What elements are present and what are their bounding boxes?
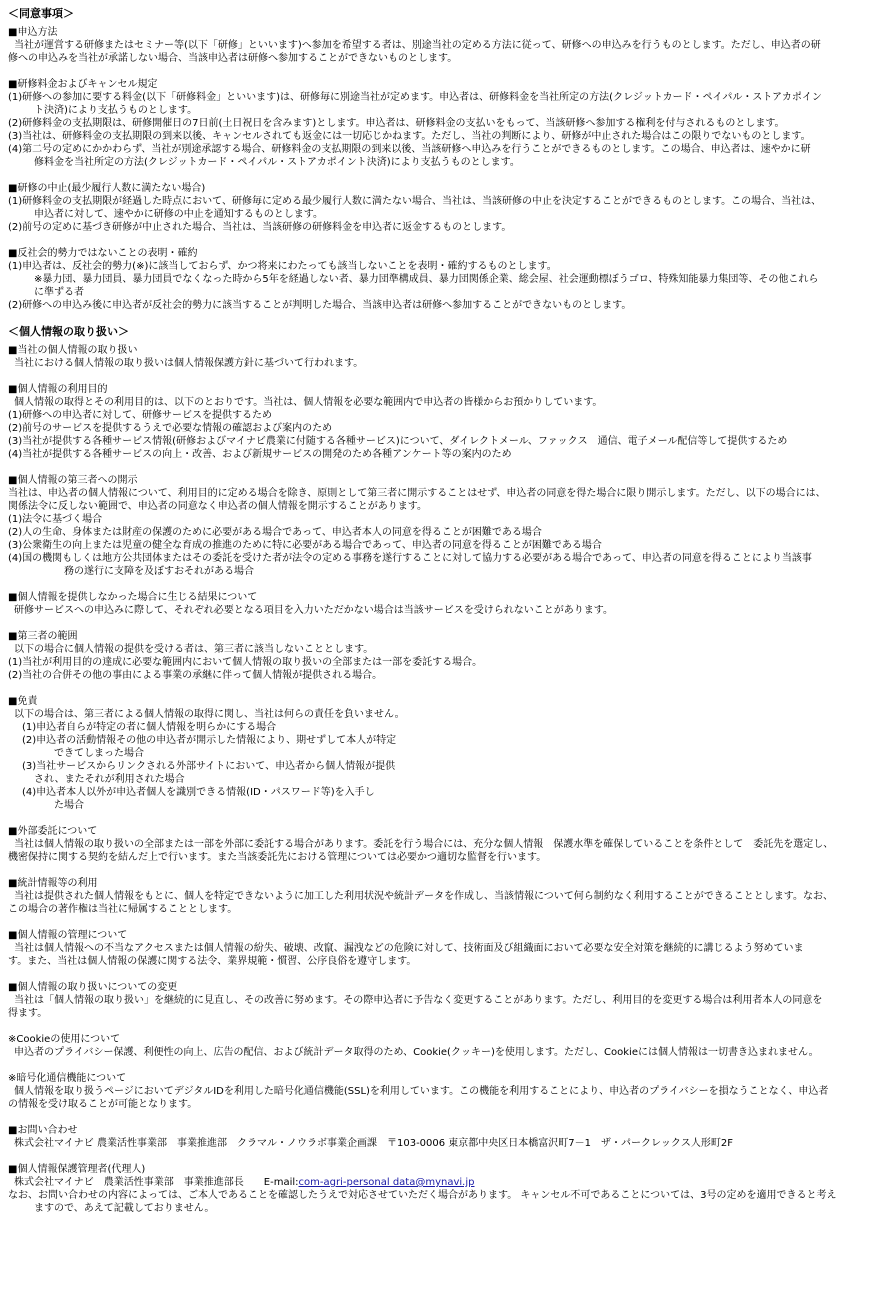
section	[8, 344, 882, 370]
section-title: ■統計情報等の利用	[8, 878, 98, 889]
section	[8, 929, 882, 968]
section-text: ますので、あえて記載しておりません。	[34, 1203, 215, 1214]
section-text: 申込者のプライバシー保護、利便性の向上、広告の配信、および統計データ取得のため、Cookie(クッキー)を使用します。ただし、Cookieには個人情報は一切書き込まれません。	[14, 1047, 819, 1058]
section-text: 修料金を当社所定の方法(クレジットカード・ペイパル・ストアカポイント決済)により支払うものとします。	[34, 157, 520, 168]
section-text: 関係法令に反しない範囲で、申込者の同意なく申込者の個人情報を開示することがあります。	[8, 501, 427, 512]
section-text: この場合の著作権は当社に帰属することとします。	[8, 904, 238, 915]
section-text: 当社は、申込者の個人情報について、利用目的に定める場合を除き、原則として第三者に開示することはせず、申込者の同意を得た場合に限り開示します。ただし、以下の場合には、	[8, 488, 826, 499]
manager-contact-line	[8, 1176, 882, 1189]
section-title: ■お問い合わせ	[8, 1125, 78, 1136]
section-text: 務の遂行に支障を及ぼすおそれがある場合	[64, 566, 254, 577]
section-text: (2)前号のサービスを提供するうえで必要な情報の確認および案内のため	[8, 423, 333, 434]
section-text: (1)当社が利用目的の達成に必要な範囲内において個人情報の取り扱いの全部または一部を委託する場合。	[8, 657, 483, 668]
section	[8, 1124, 882, 1150]
section-text: 株式会社マイナビ 農業活性事業部 事業推進部 クラマル・ノウラボ事業企画課 〒103-0006 東京都中央区日本橋富沢町7－1 ザ・パークレックス人形町2F	[14, 1138, 733, 1149]
section-text: (1)研修料金の支払期限が経過した時点において、研修毎に定める最少履行人数に満たない場合、当社は、当該研修の中止を決定することができるものとします。この場合、当社は、	[8, 196, 822, 207]
section-text: (3)当社が提供する各種サービス情報(研修およびマイナビ農業に付随する各種サービス)について、ダイレクトメール、ファックス 通信、電子メール配信等して提供するため	[8, 436, 788, 447]
section-title: ■個人情報保護管理者(代理人)	[8, 1164, 146, 1175]
section-text: 研修サービスへの申込みに際して、それぞれ必要となる項目を入力いただかない場合は当該サービスを受けられないことがあります。	[14, 605, 613, 616]
section-text: 個人情報の取得とその利用目的は、以下のとおりです。当社は、個人情報を必要な範囲内で申込者の皆様からお預かりしています。	[14, 397, 603, 408]
section	[8, 247, 882, 312]
section-text: 機密保持に関する契約を結んだ上で行います。また当該委託先における管理については必要かつ適切な監督を行います。	[8, 852, 547, 863]
section-text: 当社は「個人情報の取り扱い」を継続的に見直し、その改善に努めます。その際申込者に予告なく変更することがあります。ただし、利用目的を変更する場合は利用者本人の同意を	[14, 995, 823, 1006]
section	[8, 695, 882, 812]
section-title: ■反社会的勢力ではないことの表明・確約	[8, 248, 198, 259]
section-text: 当社は個人情報への不当なアクセスまたは個人情報の紛失、破壊、改竄、漏洩などの危険に対して、技術面及び組織面において必要な安全対策を継続的に講じるよう努めていま	[14, 943, 804, 954]
section	[8, 825, 882, 864]
section-text: 以下の場合は、第三者による個人情報の取得に関し、当社は何らの責任を負いません。	[14, 709, 405, 720]
section-text: できてしまった場合	[54, 748, 144, 759]
section-title: ■当社の個人情報の取り扱い	[8, 345, 138, 356]
privacy-sections	[8, 344, 882, 1150]
manager-contact-text: 株式会社マイナビ 農業活性事業部 事業推進部長 E-mail:	[14, 1177, 299, 1188]
section-text: ※暴力団、暴力団員、暴力団員でなくなった時から5年を経過しない者、暴力団準構成員、暴力団関係企業、総会屋、社会運動標ぼうゴロ、特殊知能暴力集団等、その他これら	[34, 274, 819, 285]
email-link[interactable]: com-agri-personal data@mynavi.jp	[298, 1177, 475, 1188]
section-text: (2)前号の定めに基づき研修が中止された場合、当社は、当該研修の研修料金を申込者に返金するものとします。	[8, 222, 512, 233]
section-title: ■第三者の範囲	[8, 631, 78, 642]
section-text: 当社が運営する研修またはセミナー等(以下「研修」といいます)へ参加を希望する者は、別途当社の定める方法に従って、研修への申込みを行うものとします。ただし、申込者の研	[14, 40, 821, 51]
section-text: (2)研修料金の支払期限は、研修開催日の7日前(土日祝日を含みます)とします。申込者は、研修料金の支払いをもって、当該研修へ参加する権利を付与されるものとします。	[8, 118, 785, 129]
section-title: ※Cookieの使用について	[8, 1034, 121, 1045]
section-text: (2)申込者の活動情報その他の申込者が開示した情報により、期せずして本人が特定	[22, 735, 397, 746]
section-title: ■研修の中止(最少履行人数に満たない場合)	[8, 183, 206, 194]
section-text: 得ます。	[8, 1008, 48, 1019]
section	[8, 383, 882, 461]
section-text: (1)研修への参加に要する料金(以下「研修料金」といいます)は、研修毎に別途当社が定めます。申込者は、研修料金を当社所定の方法(クレジットカード・ペイパル・ストアカポイン	[8, 92, 822, 103]
section-text: 当社における個人情報の取り扱いは個人情報保護方針に基づいて行われます。	[14, 358, 364, 369]
section-text: なお、お問い合わせの内容によっては、ご本人であることを確認したうえで対応させていただく場合があります。 キャンセル不可であることについては、3号の定めを適用できると考え	[8, 1190, 837, 1201]
section-text: 以下の場合に個人情報の提供を受ける者は、第三者に該当しないこととします。	[14, 644, 374, 655]
section-text: (4)第二号の定めにかかわらず、当社が別途承認する場合、研修料金の支払期限の到来以後、当該研修へ申込みを行うことができるものとします。この場合、申込者は、速やかに研	[8, 144, 811, 155]
document	[8, 7, 882, 1215]
heading-agreement: ＜同意事項＞	[8, 7, 74, 20]
section	[8, 1033, 882, 1059]
section-text: 当社は個人情報の取り扱いの全部または一部を外部に委託する場合があります。委託を行う場合には、充分な個人情報 保護水準を確保していることを条件として 委託先を選定し、	[14, 839, 834, 850]
section	[8, 78, 882, 169]
section	[8, 182, 882, 234]
section	[8, 26, 882, 65]
section-text: 個人情報を取り扱うページにおいてデジタルIDを利用した暗号化通信機能(SSL)を利用しています。この機能を利用することにより、申込者のプライバシーを損なうことなく、申込者	[14, 1086, 829, 1097]
section-text: (4)当社が提供する各種サービスの向上・改善、および新規サービスの開発のため各種アンケート等の案内のため	[8, 449, 512, 460]
section-text: 申込者に対して、速やかに研修の中止を通知するものとします。	[34, 209, 323, 220]
agreement-sections	[8, 26, 882, 312]
section-text: 修への申込みを当社が承諾しない場合、当該申込者は研修へ参加することができないものとします。	[8, 53, 458, 64]
section-privacy-manager	[8, 1163, 882, 1215]
section-title: ※暗号化通信機能について	[8, 1073, 127, 1084]
section	[8, 981, 882, 1020]
section-title: ■個人情報の取り扱いについての変更	[8, 982, 178, 993]
section-text: に準ずる者	[34, 287, 84, 298]
section-text: (4)国の機関もしくは地方公共団体またはその委託を受けた者が法令の定める事務を遂行することに対して協力する必要がある場合であって、申込者の同意を得ることにより当該事	[8, 553, 812, 564]
section-text: の情報を受け取ることが可能となります。	[8, 1099, 198, 1110]
section-text: され、またそれが利用された場合	[34, 774, 185, 785]
section	[8, 474, 882, 578]
section-title: ■外部委託について	[8, 826, 98, 837]
section-text: (2)研修への申込み後に申込者が反社会的勢力に該当することが判明した場合、当該申込者は研修へ参加することができないものとします。	[8, 300, 632, 311]
section-title: ■個人情報の第三者への開示	[8, 475, 138, 486]
section-text: 当社は提供された個人情報をもとに、個人を特定できないように加工した利用状況や統計データを作成し、当該情報について何ら制約なく利用することができることとします。なお、	[14, 891, 833, 902]
section-text: す。また、当社は個人情報の保護に関する法令、業界規範・慣習、公序良俗を遵守します。	[8, 956, 417, 967]
section-text: (3)当社は、研修料金の支払期限の到来以後、キャンセルされても返金には一切応じかねます。ただし、当社の判断により、研修が中止された場合はこの限りでないものとします。	[8, 131, 811, 142]
section-text: (1)研修への申込者に対して、研修サービスを提供するため	[8, 410, 272, 421]
section	[8, 877, 882, 916]
section-text: (2)当社の合併その他の事由による事業の承継に伴って個人情報が提供される場合。	[8, 670, 383, 681]
section-text: (1)申込者は、反社会的勢力(※)に該当しておらず、かつ将来にわたっても該当しないことを表明・確約するものとします。	[8, 261, 557, 272]
heading-privacy: ＜個人情報の取り扱い＞	[8, 325, 129, 338]
section-text: (1)法令に基づく場合	[8, 514, 103, 525]
section-title: ■研修料金およびキャンセル規定	[8, 79, 158, 90]
section-text: た場合	[54, 800, 84, 811]
section-text: (3)当社サービスからリンクされる外部サイトにおいて、申込者から個人情報が提供	[22, 761, 396, 772]
section	[8, 591, 882, 617]
section-text: (3)公衆衛生の向上または児童の健全な育成の推進のために特に必要がある場合であって、申込者の同意を得ることが困難である場合	[8, 540, 602, 551]
section-title: ■免責	[8, 696, 38, 707]
section-title: ■個人情報の管理について	[8, 930, 128, 941]
section-text: (2)人の生命、身体または財産の保護のために必要がある場合であって、申込者本人の同意を得ることが困難である場合	[8, 527, 542, 538]
section-title: ■個人情報の利用目的	[8, 384, 108, 395]
section-title: ■申込方法	[8, 27, 58, 38]
section-text: (1)申込者自らが特定の者に個人情報を明らかにする場合	[22, 722, 277, 733]
section-text: (4)申込者本人以外が申込者個人を識別できる情報(ID・パスワード等)を入手し	[22, 787, 375, 798]
section	[8, 630, 882, 682]
section-text: ト決済)により支払うものとします。	[34, 105, 198, 116]
section	[8, 1072, 882, 1111]
section-title: ■個人情報を提供しなかった場合に生じる結果について	[8, 592, 258, 603]
